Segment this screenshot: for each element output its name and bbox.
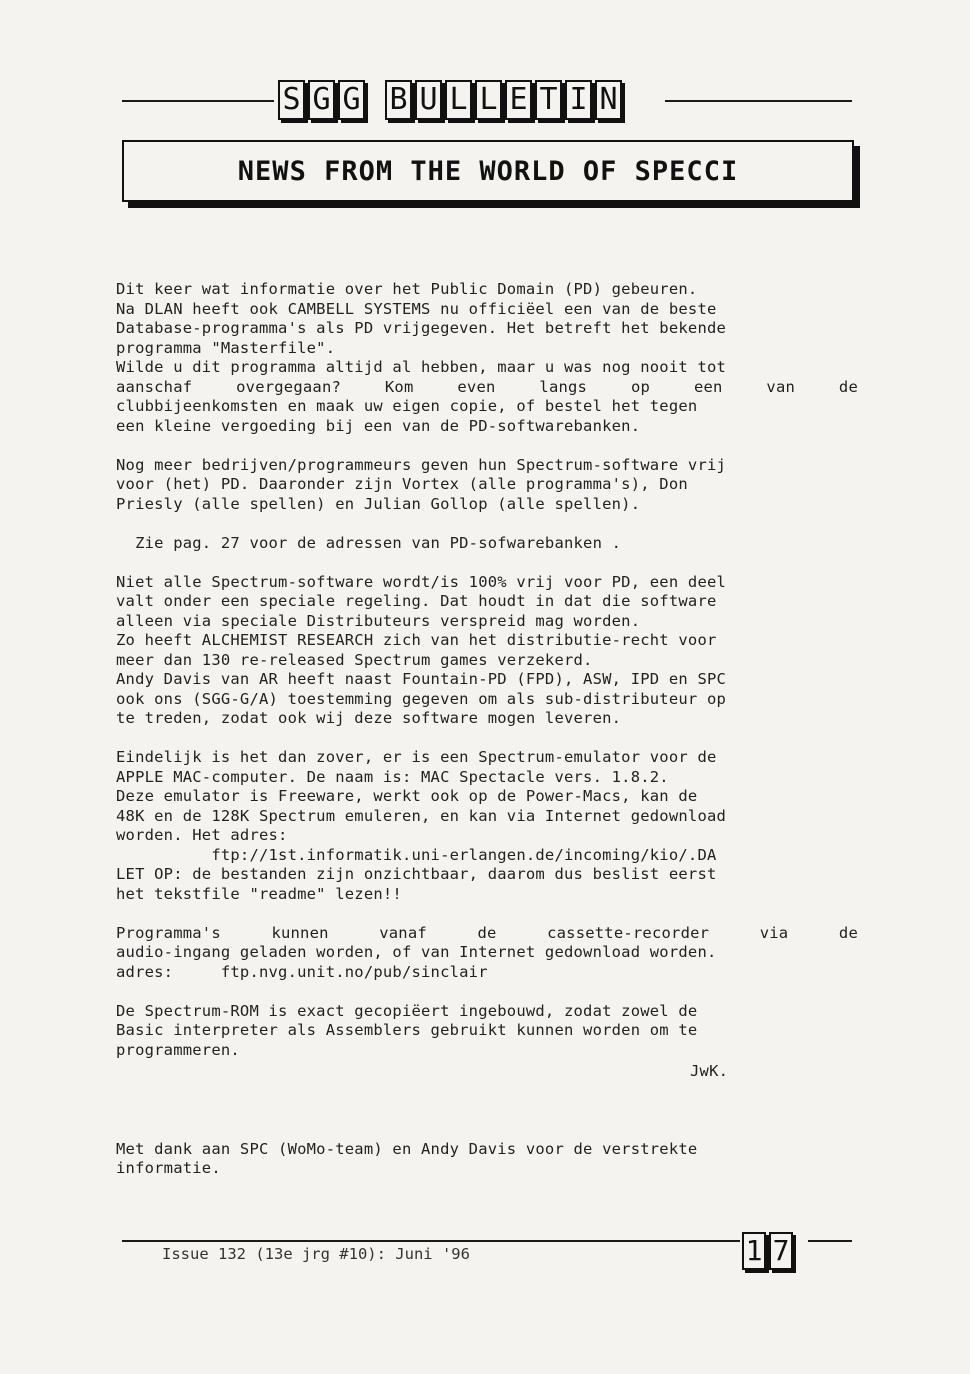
text-line: programmeren. [116, 1040, 240, 1059]
banner-title: NEWS FROM THE WORLD OF SPECCI [237, 155, 739, 187]
page-digit: 1 [742, 1232, 766, 1270]
text-line: een kleine vergoeding bij een van de PD-softwarebanken. [116, 416, 641, 435]
text-line: aanschaf overgegaan? Kom even langs op een van de [116, 377, 858, 396]
article-body [116, 280, 858, 1198]
title-letter: I [565, 80, 592, 120]
signature: JwK. [690, 1062, 729, 1080]
text-line: Wilde u dit programma altijd al hebben, maar u was nog nooit tot [116, 358, 727, 376]
title-space [368, 80, 382, 120]
paragraph-programmers [116, 456, 858, 515]
header-rule-left [122, 100, 274, 102]
title-letter: T [535, 80, 562, 120]
text-line: 48K en de 128K Spectrum emuleren, en kan via Internet gedownload [116, 806, 727, 825]
issue-label: Issue 132 (13e jrg #10): Juni '96 [162, 1245, 470, 1263]
text-line: Nog meer bedrijven/programmeurs geven hun Spectrum-software vrij [116, 455, 727, 474]
text-line: te treden, zodat ook wij deze software mogen leveren. [116, 709, 622, 727]
page-number [742, 1232, 796, 1270]
text-line: clubbijeenkomsten en maak uw eigen copie, of bestel het tegen [116, 397, 698, 415]
page-digit: 7 [769, 1232, 793, 1270]
text-line: APPLE MAC-computer. De naam is: MAC Spectacle vers. 1.8.2. [116, 767, 669, 786]
text-line: worden. Het adres: [116, 826, 288, 844]
header-rule-right [665, 100, 852, 102]
text-line: audio-ingang geladen worden, of van Internet gedownload worden. [116, 943, 717, 961]
text-line: De Spectrum-ROM is exact gecopiëert ingebouwd, zodat zowel de [116, 1001, 698, 1020]
text-line: valt onder een speciale regeling. Dat houdt in dat die software [116, 592, 717, 610]
text-line: ook ons (SGG-G/A) toestemming gegeven om als sub-distributeur op [116, 689, 727, 708]
footer-rule-left [122, 1240, 740, 1242]
text-line: Deze emulator is Freeware, werkt ook op de Power-Macs, kan de [116, 787, 698, 805]
paragraph-emulator [116, 748, 858, 904]
paragraph-see-page [116, 534, 858, 554]
text-line: Programma's kunnen vanaf de cassette-recorder via de [116, 923, 858, 942]
title-letter: B [385, 80, 412, 120]
paragraph-thanks [116, 1140, 858, 1179]
ftp-address: ftp://1st.informatik.uni-erlangen.de/incoming/kio/.DA [116, 845, 717, 864]
text-line: Andy Davis van AR heeft naast Fountain-PD (FPD), ASW, IPD en SPC [116, 670, 727, 688]
text-line: Dit keer wat informatie over het Public Domain (PD) gebeuren. [116, 280, 698, 298]
text-line: Niet alle Spectrum-software wordt/is 100% vrij voor PD, een deel [116, 572, 727, 591]
bulletin-title [278, 80, 625, 120]
title-letter: L [445, 80, 472, 120]
text-line: meer dan 130 re-released Spectrum games verzekerd. [116, 650, 593, 669]
title-letter: L [475, 80, 502, 120]
text-line: Database-programma's als PD vrijgegeven. Het betreft het bekende [116, 319, 727, 337]
title-letter: S [278, 80, 305, 120]
title-letter: N [595, 80, 622, 120]
text-line: Eindelijk is het dan zover, er is een Spectrum-emulator voor de [116, 748, 717, 766]
text-line: voor (het) PD. Daaronder zijn Vortex (alle programma's), Don [116, 475, 688, 493]
text-line: Zo heeft ALCHEMIST RESEARCH zich van het distributie-recht voor [116, 631, 717, 649]
title-letter: U [415, 80, 442, 120]
footer-rule-right [808, 1240, 852, 1242]
paragraph-distribution [116, 573, 858, 729]
text-line: het tekstfile "readme" lezen!! [116, 884, 402, 903]
text-line: Zie pag. 27 voor de adressen van PD-sofwarebanken . [116, 533, 622, 552]
text-line: Na DLAN heeft ook CAMBELL SYSTEMS nu officiëel een van de beste [116, 299, 717, 318]
text-line: Priesly (alle spellen) en Julian Gollop (alle spellen). [116, 494, 641, 513]
text-line: Met dank aan SPC (WoMo-team) en Andy Davis voor de verstrekte [116, 1139, 698, 1158]
paragraph-pd-intro [116, 280, 858, 436]
text-line: alleen via speciale Distributeurs verspreid mag worden. [116, 611, 641, 630]
title-letter: G [338, 80, 365, 120]
paragraph-programs [116, 924, 858, 983]
ftp-address: adres: ftp.nvg.unit.no/pub/sinclair [116, 962, 488, 981]
text-line: Basic interpreter als Assemblers gebruikt kunnen worden om te [116, 1021, 698, 1039]
title-letter: E [505, 80, 532, 120]
text-line: informatie. [116, 1159, 221, 1177]
text-line: LET OP: de bestanden zijn onzichtbaar, daarom dus beslist eerst [116, 865, 717, 883]
paragraph-rom [116, 1002, 858, 1061]
title-letter: G [308, 80, 335, 120]
text-line: programma "Masterfile". [116, 338, 336, 357]
section-banner [122, 140, 854, 202]
